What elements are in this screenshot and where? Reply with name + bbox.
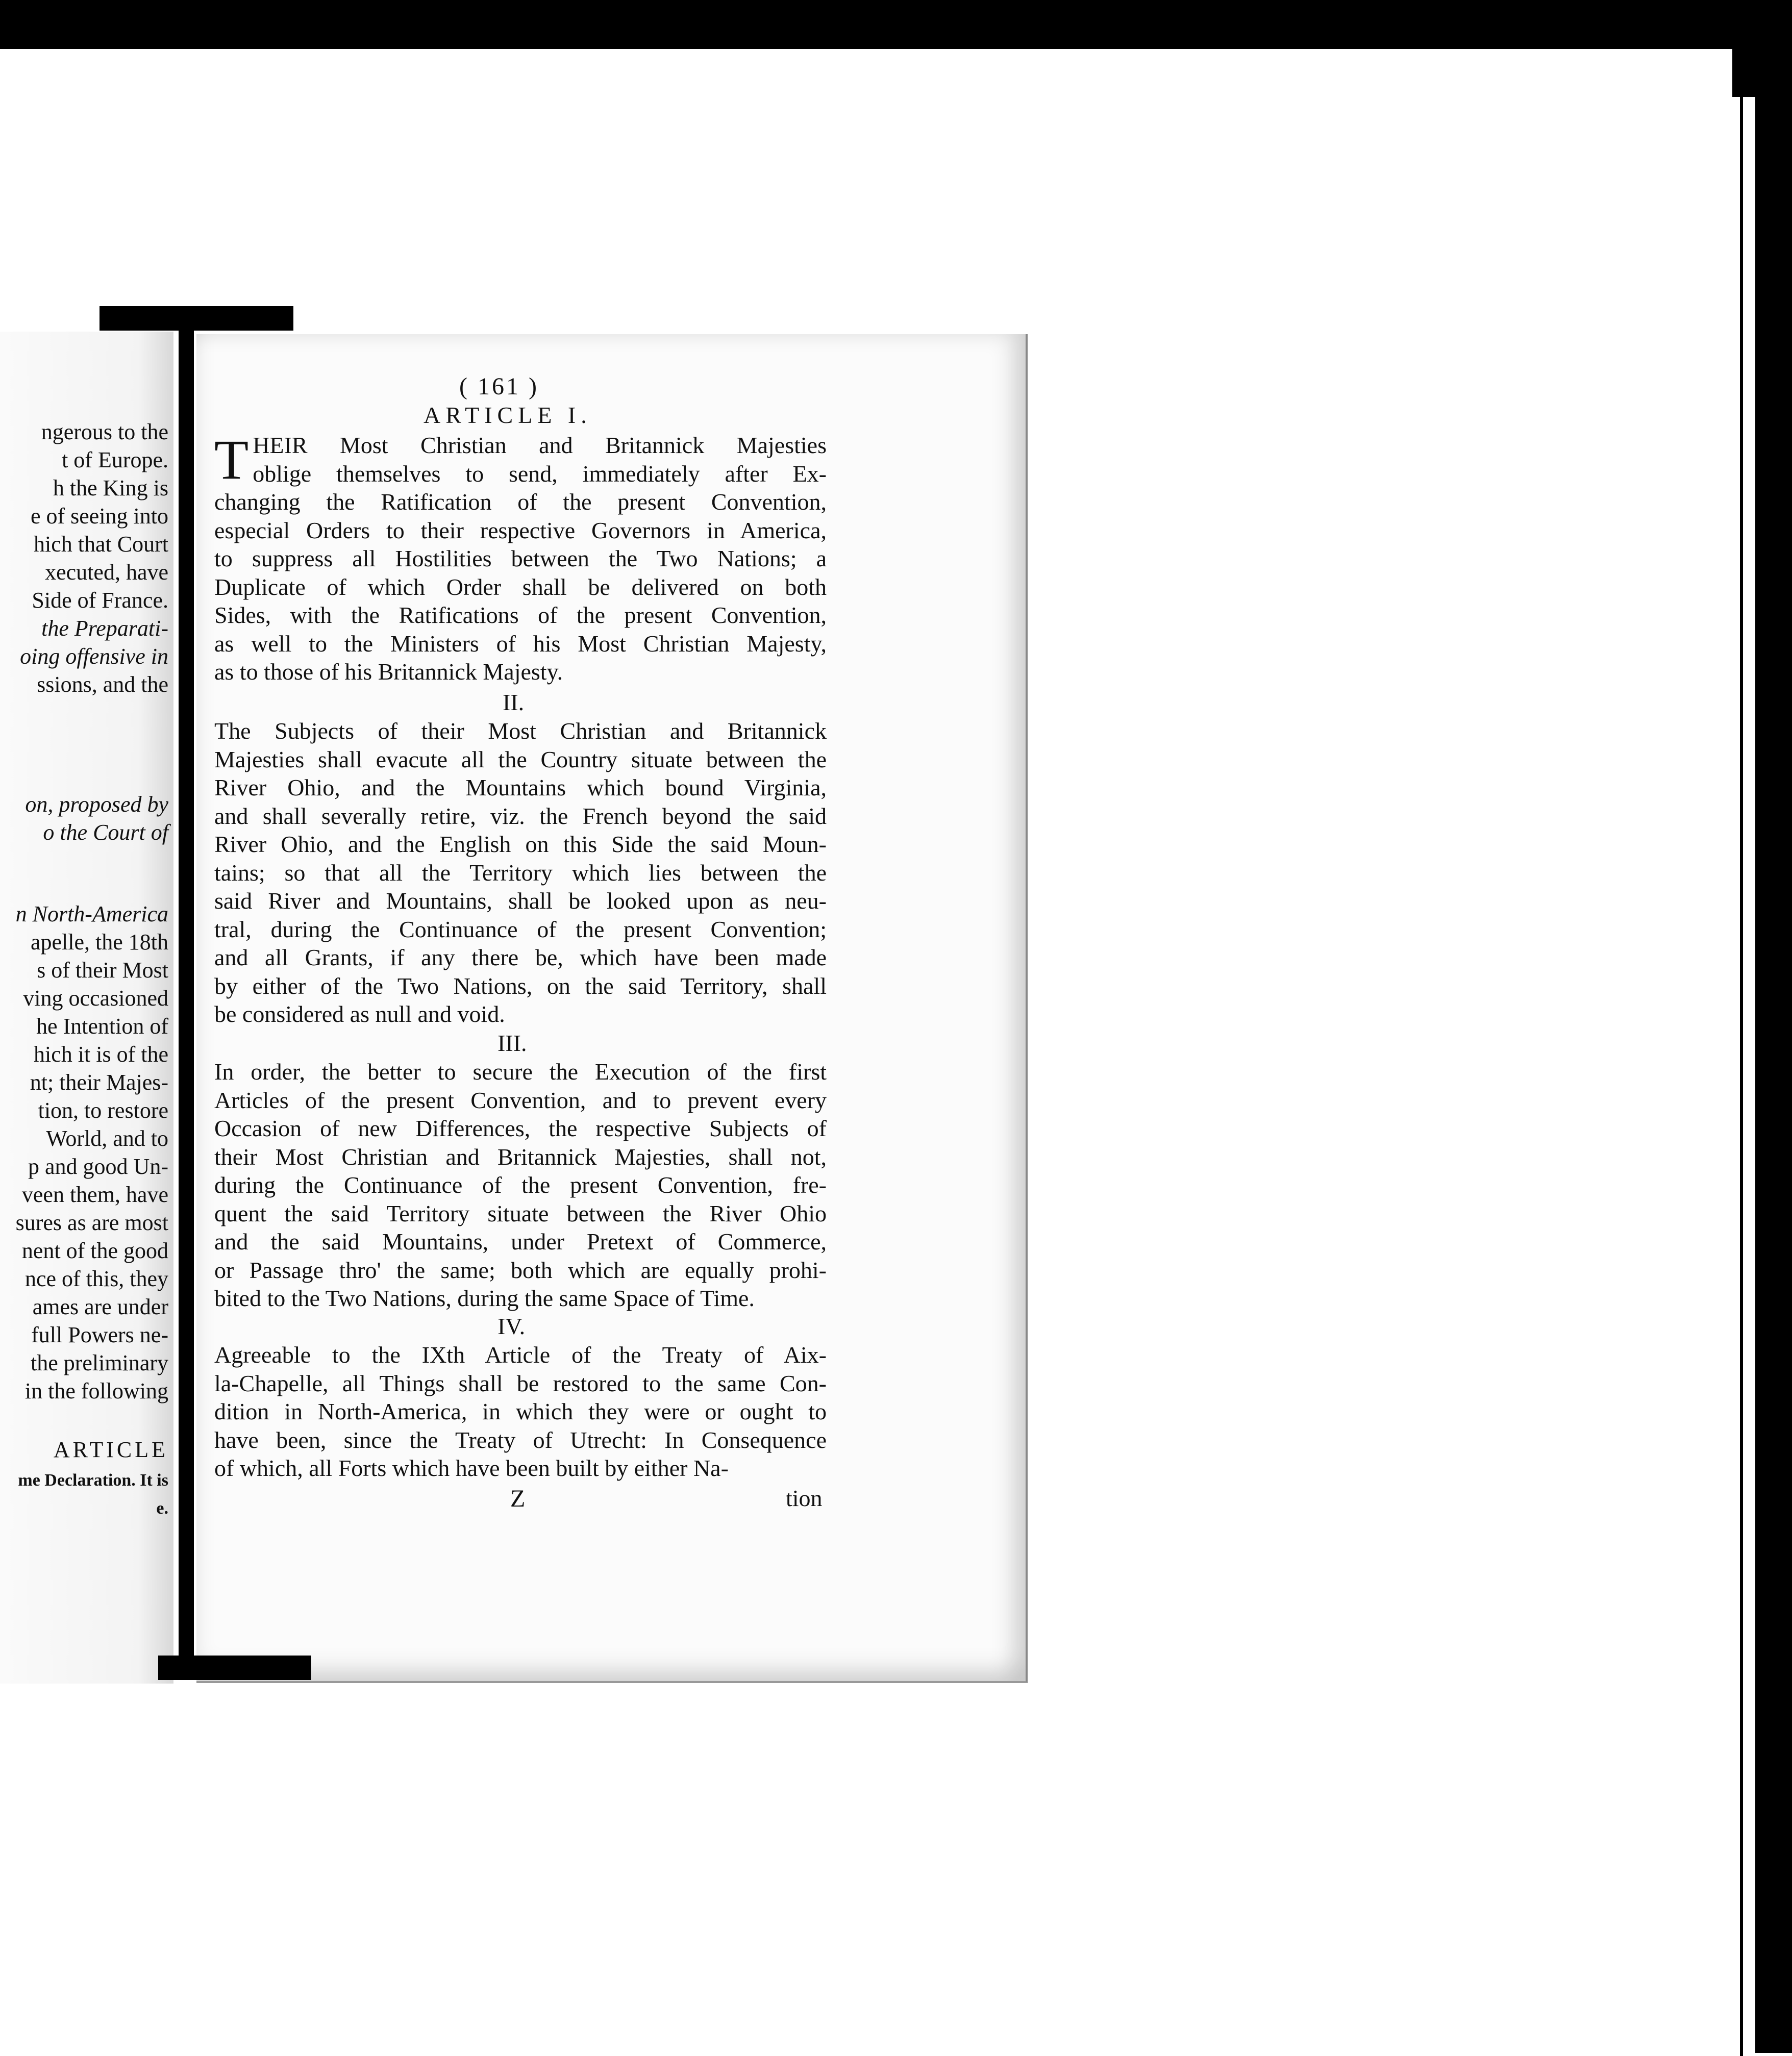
book-spine-clip [179,316,194,1673]
clip-bottom-bar [158,1656,311,1680]
text-line: during the Continuance of the present Convention, fre- [214,1172,827,1198]
left-page-line: hich it is of the [34,1042,168,1067]
article-title: ARTICLE I. [424,402,592,428]
article-1-text [214,431,827,686]
text-line: Occasion of new Differences, the respective Subjects of [214,1115,827,1141]
article-3-text [214,1058,827,1313]
left-page-line: nent of the good [21,1238,168,1263]
left-page-line: veen them, have [21,1182,168,1207]
text-line: especial Orders to their respective Governors in America, [214,517,827,543]
left-page-line: World, and to [46,1126,168,1151]
text-line: be considered as null and void. [214,1001,505,1027]
text-line: by either of the Two Nations, on the said Territory, shall [214,972,827,999]
catchword: tion [786,1485,823,1511]
left-page-line: xecuted, have [45,560,168,585]
left-page-line: full Powers ne- [31,1322,168,1347]
left-page-line: oing offensive in [20,644,168,669]
text-line: Majesties shall evacute all the Country situate between the [214,746,827,772]
page-number: ( 161 ) [459,373,539,400]
left-page-line: p and good Un- [28,1154,168,1179]
clip-top-bar [99,306,293,331]
text-line: Duplicate of which Order shall be delivered on both [214,573,827,600]
left-page-line: hich that Court [34,532,168,557]
text-line: tral, during the Continuance of the present Convention; [214,916,827,942]
left-page-line: ames are under [32,1294,168,1319]
left-page-line: o the Court of [43,820,168,845]
numeral-3: III. [497,1030,527,1056]
text-line: to suppress all Hostilities between the Two Nations; a [214,545,827,571]
left-page-line: nce of this, they [24,1266,168,1291]
left-page-line: ngerous to the [41,419,168,444]
text-line: Agreeable to the IXth Article of the Treaty of Aix- [214,1342,827,1368]
numeral-4: IV. [497,1313,526,1339]
text-line: In order, the better to secure the Execution of the first [214,1059,827,1085]
article-4-text [214,1341,827,1483]
drop-cap: T [214,429,249,491]
text-line: River Ohio, and the English on this Side the said Moun- [214,831,827,857]
left-page-line: Side of France. [32,588,168,613]
left-page-line: ARTICLE [53,1437,168,1462]
scan-frame-right [1755,0,1792,2053]
scan-frame-notch [1732,46,1755,97]
left-page-line: h the King is [53,475,168,500]
text-line: as well to the Ministers of his Most Christian Majesty, [214,630,827,657]
left-page-line: tion, to restore [38,1098,168,1123]
left-page-line: sures as are most [15,1210,168,1235]
scan-frame-top [0,0,1792,46]
left-page-line: in the following [24,1378,168,1403]
text-line: Sides, with the Ratifications of the present Convention, [214,602,827,628]
text-line: of which, all Forts which have been built by either Na- [214,1455,729,1481]
text-line: River Ohio, and the Mountains which bound Virginia, [214,774,827,800]
text-line: HEIR Most Christian and Britannick Majesties [253,432,827,458]
left-page-line: t of Europe. [62,447,168,472]
text-line: or Passage thro' the same; both which are equally prohi- [214,1257,827,1283]
text-line: tains; so that all the Territory which lies between the [214,859,827,886]
left-page-line: me Declaration. It is [18,1471,168,1490]
left-page-line: e of seeing into [30,504,168,529]
left-page-line: e. [156,1499,168,1518]
left-page-line: nt; their Majes- [30,1070,168,1095]
signature-mark: Z [510,1485,526,1512]
text-line: quent the said Territory situate between the River Ohio [214,1200,827,1226]
text-line: said River and Mountains, shall be looked upon as neu- [214,888,827,914]
left-page-line: s of their Most [37,958,168,983]
text-line: and shall severally retire, viz. the French beyond the said [214,803,827,829]
left-page-line: ving occasioned [23,986,168,1011]
left-page-line: he Intention of [36,1014,168,1039]
text-line: and all Grants, if any there be, which have been made [214,944,827,970]
text-line: bited to the Two Nations, during the same Space of Time. [214,1285,755,1311]
text-line: and the said Mountains, under Pretext of Commerce, [214,1228,827,1255]
text-line: have been, since the Treaty of Utrecht: In Consequence [214,1426,827,1453]
text-line: their Most Christian and Britannick Majesties, shall not, [214,1143,827,1170]
text-line: as to those of his Britannick Majesty. [214,659,563,685]
text-line: dition in North-America, in which they were or ought to [214,1398,827,1424]
left-page-line: apelle, the 18th [30,930,168,955]
left-page-line: n North-America [15,901,168,926]
left-page-line: the preliminary [30,1350,168,1375]
numeral-2: II. [503,689,525,715]
left-page-fragment [0,332,173,1684]
text-line: changing the Ratification of the present Convention, [214,489,827,515]
left-page-line: the Preparati- [41,616,168,641]
left-page-line: ssions, and the [37,672,168,697]
text-line: la-Chapelle, all Things shall be restored to the same Con- [214,1370,827,1396]
text-line: The Subjects of their Most Christian and Britannick [214,718,827,744]
article-2-text [214,717,827,1029]
text-line: Articles of the present Convention, and to prevent every [214,1087,827,1113]
left-page-line: on, proposed by [25,792,168,817]
text-line: oblige themselves to send, immediately after Ex- [253,460,827,487]
